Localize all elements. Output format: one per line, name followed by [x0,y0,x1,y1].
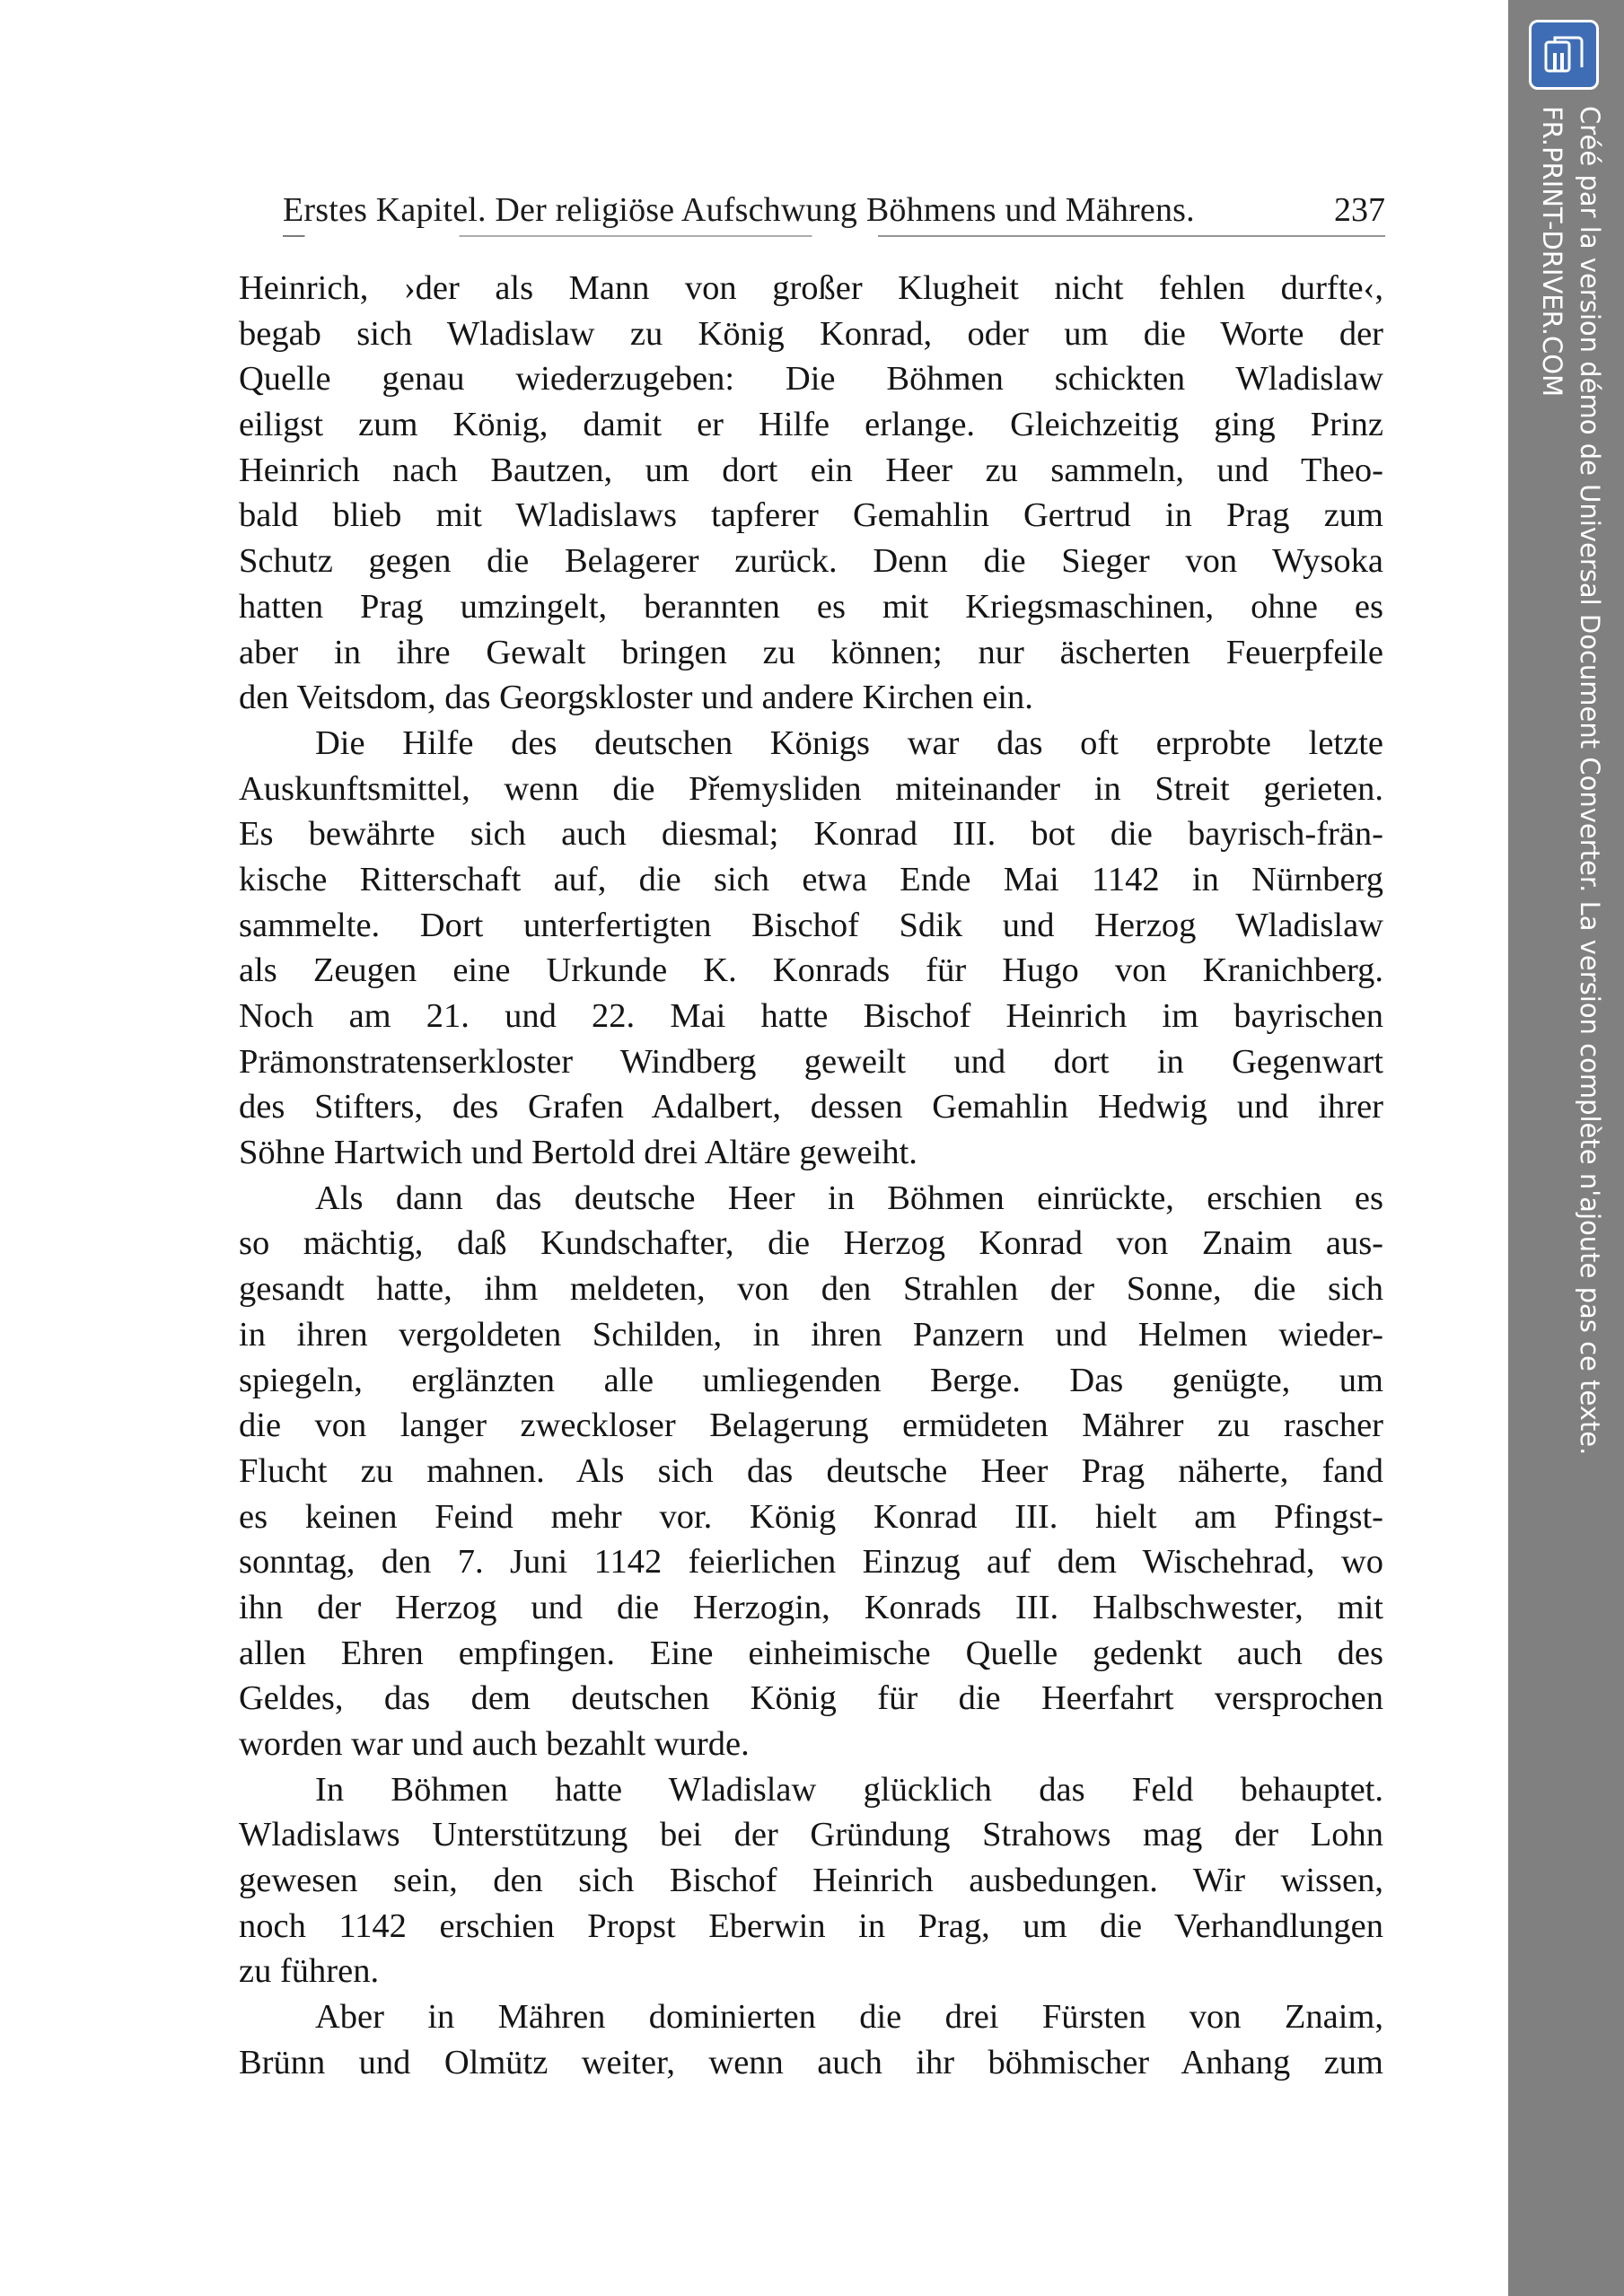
text-line: hatten Prag umzingelt, berannten es mit Kriegsmaschinen, ohne es [239,587,1383,626]
running-title: Erstes Kapitel. Der religiöse Aufschwung Böhmens und Mährens. [283,191,1195,229]
text-line: den Veitsdom, das Georgskloster und andere Kirchen ein. [239,679,1033,717]
text-line: bald blieb mit Wladislaws tapferer Gemahlin Gertrud in Prag zum [239,496,1383,535]
text-line: gesandt hatte, ihm meldeten, von den Strahlen der Sonne, die sich [239,1270,1383,1309]
watermark [1508,0,1624,2296]
paragraph-start-line: Aber in Mähren dominierten die drei Fürsten von Znaim, [315,1998,1383,2037]
text-line: zu führen. [239,1952,380,1991]
text-line: Geldes, das dem deutschen König für die Heerfahrt versprochen [239,1679,1383,1718]
text-line: Flucht zu mahnen. Als sich das deutsche Heer Prag näherte, fand [239,1451,1383,1490]
text-line: noch 1142 erschien Propst Eberwin in Prag, um die Verhandlungen [239,1906,1383,1945]
text-line: Auskunftsmittel, wenn die Přemysliden miteinander in Streit gerieten. [239,769,1383,808]
text-line: als Zeugen eine Urkunde K. Konrads für Hugo von Kranichberg. [239,951,1383,990]
text-line: Heinrich nach Bautzen, um dort ein Heer zu sammeln, und Theo- [239,451,1383,489]
page-header [283,190,1385,233]
text-line: allen Ehren empfingen. Eine einheimische Quelle gedenkt auch des [239,1634,1383,1672]
text-line: Brünn und Olmütz weiter, wenn auch ihr böhmischer Anhang zum [239,2043,1383,2081]
text-line: des Stifters, des Grafen Adalbert, dessen Gemahlin Hedwig und ihrer [239,1088,1383,1126]
watermark-line-1: Créé par la version démo de Universal Document Converter. La version complète n'ajoute pas ce texte. [1575,106,1605,1456]
body-text [239,266,1383,2086]
text-line: Heinrich, ›der als Mann von großer Klugheit nicht fehlen durfte‹, [239,269,1383,307]
text-line: sammelte. Dort unterfertigten Bischof Sdik und Herzog Wladislaw [239,906,1383,944]
text-line: Schutz gegen die Belagerer zurück. Denn die Sieger von Wysoka [239,542,1383,581]
text-line: spiegeln, erglänzten alle umliegenden Berge. Das genügte, um [239,1361,1383,1399]
text-line: worden war und auch bezahlt wurde. [239,1725,750,1763]
watermark-text [1533,106,1609,1455]
text-line: so mächtig, daß Kundschafter, die Herzog Konrad von Znaim aus- [239,1224,1383,1263]
text-line: Söhne Hartwich und Bertold drei Altäre geweiht. [239,1134,917,1172]
paragraph-start-line: Die Hilfe des deutschen Königs war das oft erprobte letzte [315,723,1383,762]
header-rule [283,235,1385,237]
text-line: sonntag, den 7. Juni 1142 feierlichen Einzug auf dem Wischehrad, wo [239,1543,1383,1582]
page-number: 237 [1334,191,1385,229]
text-line: es keinen Feind mehr vor. König Konrad III. hielt am Pfingst- [239,1497,1383,1536]
text-line: kische Ritterschaft auf, die sich etwa Ende Mai 1142 in Nürnberg [239,860,1383,898]
watermark-line-2: FR.PRINT-DRIVER.COM [1537,106,1567,398]
text-line: Prämonstratenserkloster Windberg geweilt und dort in Gegenwart [239,1042,1383,1081]
text-line: Noch am 21. und 22. Mai hatte Bischof Heinrich im bayrischen [239,997,1383,1035]
text-line: aber in ihre Gewalt bringen zu können; nur äscherten Feuerpfeile [239,633,1383,671]
text-line: Quelle genau wiederzugeben: Die Böhmen schickten Wladislaw [239,360,1383,399]
paragraph-start-line: In Böhmen hatte Wladislaw glücklich das Feld behauptet. [315,1770,1383,1809]
paragraph-start-line: Als dann das deutsche Heer in Böhmen einrückte, erschien es [315,1179,1383,1217]
text-line: in ihren vergoldeten Schilden, in ihren Panzern und Helmen wieder- [239,1315,1383,1354]
text-line: eiligst zum König, damit er Hilfe erlange. Gleichzeitig ging Prinz [239,406,1383,444]
text-line: Es bewährte sich auch diesmal; Konrad III. bot die bayrisch-frän- [239,815,1383,854]
text-line: ihn der Herzog und die Herzogin, Konrads III. Halbschwester, mit [239,1588,1383,1626]
text-line: begab sich Wladislaw zu König Konrad, oder um die Worte der [239,314,1383,353]
text-line: Wladislaws Unterstützung bei der Gründung Strahows mag der Lohn [239,1816,1383,1854]
text-line: gewesen sein, den sich Bischof Heinrich ausbedungen. Wir wissen, [239,1862,1383,1900]
watermark-sidebar [1508,0,1624,2296]
text-line: die von langer zweckloser Belagerung ermüdeten Mährer zu rascher [239,1407,1383,1445]
